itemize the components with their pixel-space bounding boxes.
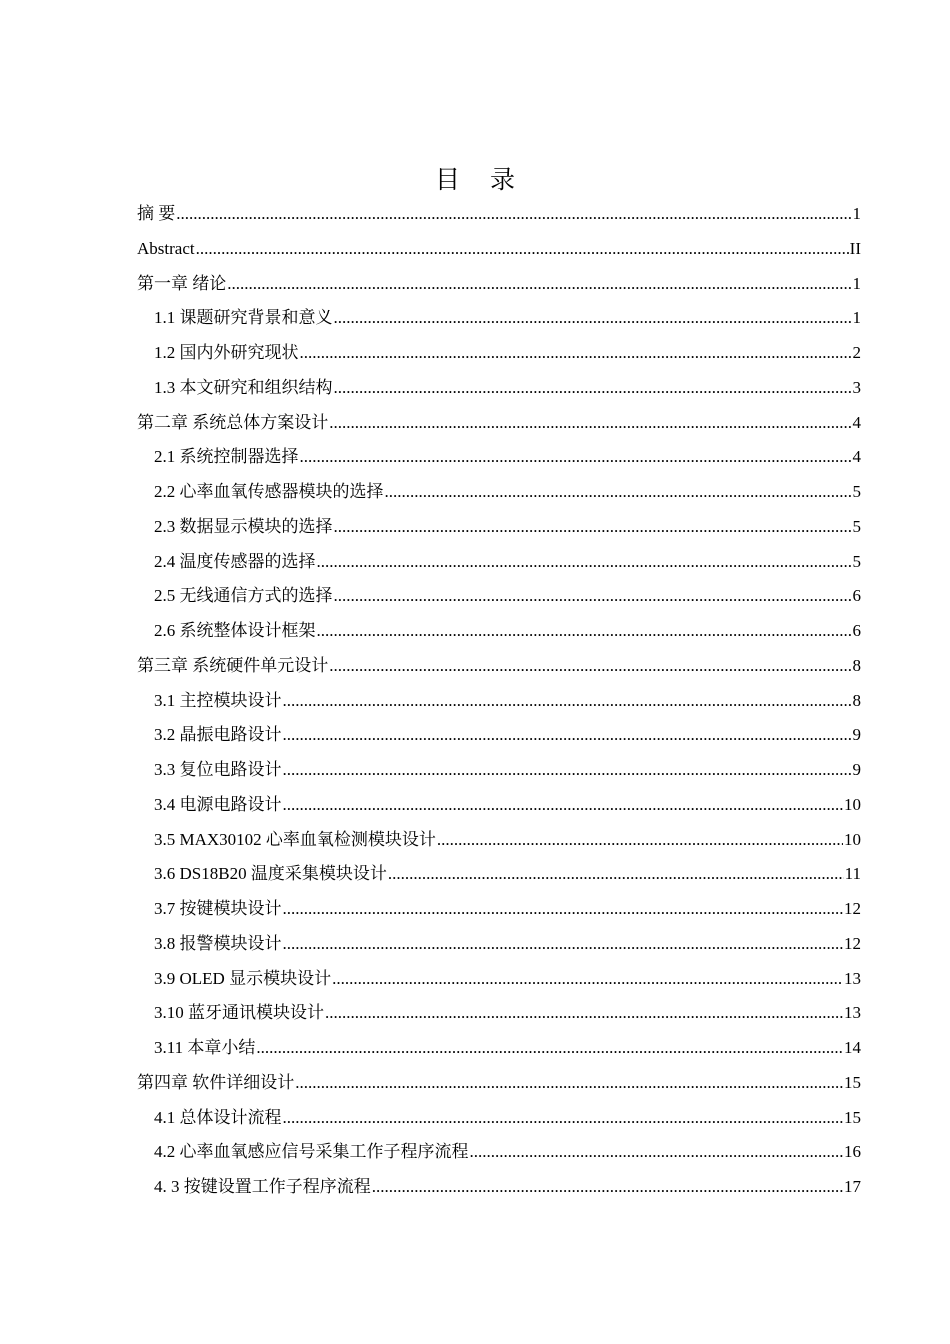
- toc-dot-leader: [300, 336, 852, 371]
- toc-entry-label: 3.3 复位电路设计: [154, 760, 282, 779]
- toc-dot-leader: [329, 649, 851, 684]
- toc-entry[interactable]: [137, 857, 861, 892]
- toc-entry-page-number: 5: [852, 551, 861, 571]
- toc-entry[interactable]: [137, 1031, 861, 1066]
- toc-entry[interactable]: [137, 823, 861, 858]
- toc-entry[interactable]: [137, 336, 861, 371]
- toc-entry-label: 1.1 课题研究背景和意义: [154, 308, 333, 328]
- toc-entry-page-number: 4: [852, 447, 861, 467]
- toc-entry-page-number: 11: [844, 864, 861, 884]
- toc-entry[interactable]: [137, 197, 861, 232]
- toc-entry[interactable]: [137, 475, 861, 510]
- toc-entry-page-number: 8: [852, 690, 861, 710]
- toc-dot-leader: [256, 1031, 843, 1066]
- toc-dot-leader: [227, 267, 851, 302]
- toc-entry-label: 第二章 系统总体方案设计: [137, 412, 329, 432]
- toc-dot-leader: [372, 1170, 843, 1205]
- toc-dot-leader: [334, 579, 852, 614]
- toc-dot-leader: [300, 440, 852, 475]
- toc-entry-page-number: 9: [852, 725, 861, 745]
- toc-entry[interactable]: [137, 753, 861, 788]
- toc-dot-leader: [283, 788, 844, 823]
- toc-entry-page-number: 2: [852, 343, 861, 362]
- toc-entry-label: 1.3 本文研究和组织结构: [154, 377, 333, 397]
- toc-entry-label: 4.1 总体设计流程: [154, 1107, 282, 1127]
- toc-entry-label: 3.5 MAX30102 心率血氧检测模块设计: [154, 829, 436, 849]
- toc-entry-label: 3.6 DS18B20 温度采集模块设计: [154, 864, 387, 884]
- toc-dot-leader: [437, 823, 843, 858]
- toc-dot-leader: [385, 475, 852, 510]
- toc-entry-page-number: 8: [852, 655, 861, 675]
- toc-entry-label: 2.6 系统整体设计框架: [154, 621, 316, 640]
- toc-entry-label: 3.4 电源电路设计: [154, 794, 282, 814]
- toc-entry[interactable]: [137, 545, 861, 580]
- toc-entry-page-number: II: [849, 238, 861, 258]
- toc-dot-leader: [317, 614, 852, 649]
- toc-entry-label: 3.9 OLED 显示模块设计: [154, 968, 332, 988]
- toc-entry[interactable]: [137, 927, 861, 962]
- toc-dot-leader: [334, 371, 852, 406]
- toc-entry-label: 3.8 报警模块设计: [154, 933, 282, 953]
- toc-dot-leader: [176, 197, 851, 232]
- toc-entry-page-number: 14: [844, 1038, 861, 1057]
- toc-entry[interactable]: [137, 684, 861, 719]
- toc-entry-label: 摘 要: [137, 204, 176, 223]
- toc-dot-leader: [325, 996, 843, 1031]
- toc-dot-leader: [283, 927, 844, 962]
- toc-entry-page-number: 10: [844, 794, 861, 814]
- toc-entry-label: 2.1 系统控制器选择: [154, 447, 299, 467]
- toc-entry-page-number: 6: [852, 586, 861, 606]
- toc-entry[interactable]: [137, 579, 861, 614]
- toc-entry-label: 2.5 无线通信方式的选择: [154, 586, 333, 606]
- toc-dot-leader: [283, 684, 852, 719]
- toc-dot-leader: [334, 510, 852, 545]
- toc-dot-leader: [283, 753, 852, 788]
- toc-entry-page-number: 10: [844, 829, 861, 849]
- toc-entry[interactable]: [137, 267, 861, 302]
- toc-entry-page-number: 9: [852, 760, 861, 779]
- toc-entry-label: 第四章 软件详细设计: [137, 1072, 295, 1092]
- toc-entry-label: 3.11 本章小结: [154, 1038, 256, 1057]
- toc-entry-label: 1.2 国内外研究现状: [154, 343, 299, 362]
- toc-entry[interactable]: [137, 1135, 861, 1170]
- toc-entry[interactable]: [137, 510, 861, 545]
- toc-entry-page-number: 13: [844, 968, 861, 988]
- toc-entry-page-number: 5: [852, 482, 861, 501]
- toc-dot-leader: [317, 545, 852, 580]
- toc-entry-label: 2.2 心率血氧传感器模块的选择: [154, 482, 384, 501]
- toc-dot-leader: [295, 1066, 843, 1101]
- toc-entry-label: 3.10 蓝牙通讯模块设计: [154, 1003, 324, 1023]
- toc-entry-label: Abstract: [137, 238, 195, 258]
- toc-entry-page-number: 15: [844, 1072, 861, 1092]
- toc-entry-label: 4. 3 按键设置工作子程序流程: [154, 1177, 371, 1196]
- toc-entry[interactable]: [137, 788, 861, 823]
- toc-entry[interactable]: [137, 1170, 861, 1205]
- toc-entry-page-number: 5: [852, 516, 861, 536]
- toc-entry-label: 3.1 主控模块设计: [154, 690, 282, 710]
- page-title-part-1: 目: [434, 164, 460, 194]
- toc-entry-label: 第一章 绪论: [137, 273, 227, 293]
- toc-dot-leader: [196, 232, 849, 267]
- toc-entry-label: 3.2 晶振电路设计: [154, 725, 282, 745]
- toc-dot-leader: [332, 962, 843, 997]
- toc-entry[interactable]: [137, 1066, 861, 1101]
- toc-dot-leader: [334, 301, 852, 336]
- toc-entry-page-number: 17: [844, 1177, 861, 1196]
- page-title-part-2: 录: [490, 164, 516, 194]
- toc-entry-label: 4.2 心率血氧感应信号采集工作子程序流程: [154, 1142, 469, 1162]
- toc-dot-leader: [283, 892, 844, 927]
- toc-entry-page-number: 1: [852, 273, 861, 293]
- toc-entry-label: 第三章 系统硬件单元设计: [137, 655, 329, 675]
- toc-entry-page-number: 3: [852, 377, 861, 397]
- toc-entry[interactable]: [137, 892, 861, 927]
- toc-entry[interactable]: [137, 371, 861, 406]
- toc-entry-page-number: 12: [844, 933, 861, 953]
- toc-entry[interactable]: [137, 614, 861, 649]
- toc-entry[interactable]: [137, 649, 861, 684]
- toc-entry[interactable]: [137, 232, 861, 267]
- toc-entry-page-number: 1: [852, 204, 861, 223]
- toc-entry-page-number: 16: [844, 1142, 861, 1162]
- toc-entry[interactable]: [137, 301, 861, 336]
- toc-dot-leader: [329, 406, 851, 441]
- toc-entry-page-number: 15: [844, 1107, 861, 1127]
- toc-dot-leader: [283, 718, 852, 753]
- toc-entry-label: 3.7 按键模块设计: [154, 899, 282, 918]
- toc-entry[interactable]: [137, 440, 861, 475]
- toc-dot-leader: [283, 1101, 844, 1136]
- page-title: [0, 163, 950, 197]
- toc-entry-page-number: 12: [844, 899, 861, 918]
- toc-entry-page-number: 4: [852, 412, 861, 432]
- toc-entry-page-number: 1: [852, 308, 861, 328]
- toc-entry[interactable]: [137, 962, 861, 997]
- toc-entry[interactable]: [137, 718, 861, 753]
- toc-entry-label: 2.4 温度传感器的选择: [154, 551, 316, 571]
- toc-dot-leader: [388, 857, 844, 892]
- toc-dot-leader: [470, 1135, 844, 1170]
- toc-entry-page-number: 6: [852, 621, 861, 640]
- toc-entry[interactable]: [137, 996, 861, 1031]
- table-of-contents: [137, 197, 861, 1205]
- toc-entry-label: 2.3 数据显示模块的选择: [154, 516, 333, 536]
- toc-entry[interactable]: [137, 1101, 861, 1136]
- toc-entry[interactable]: [137, 406, 861, 441]
- toc-entry-page-number: 13: [844, 1003, 861, 1023]
